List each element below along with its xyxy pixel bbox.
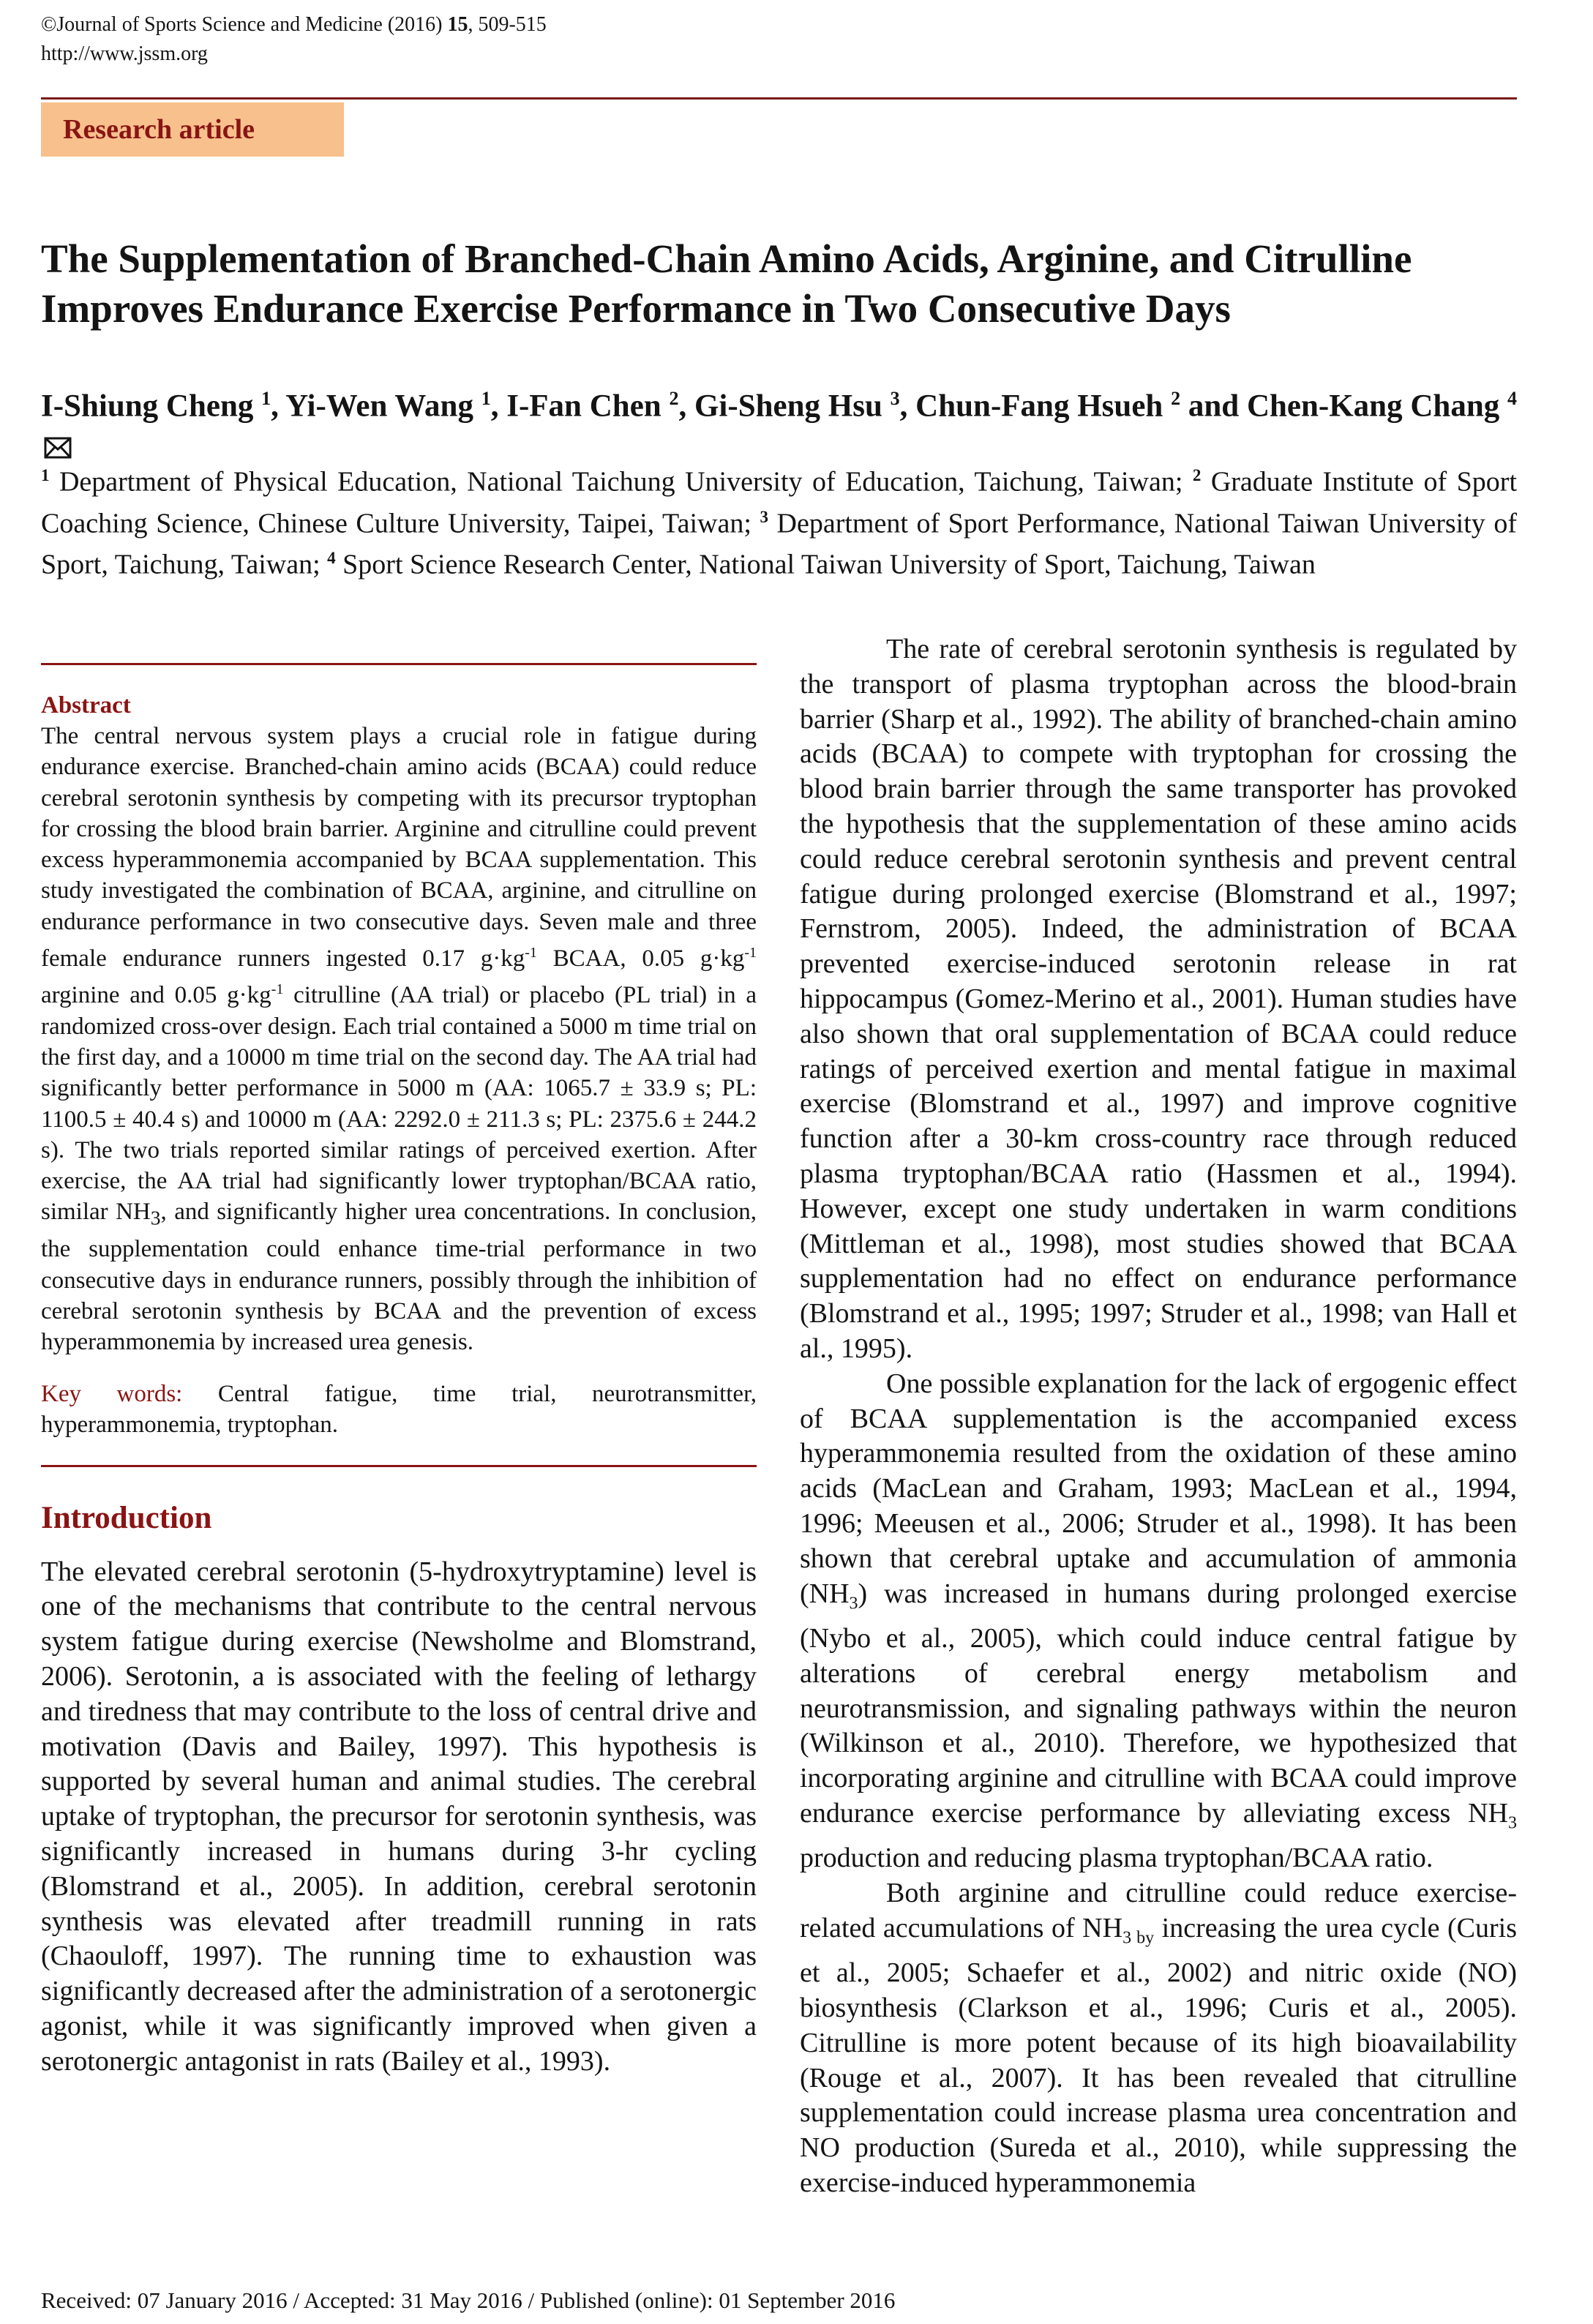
abstract-top-rule bbox=[41, 663, 757, 665]
introduction-paragraph: The elevated cerebral serotonin (5-hydroxytryptamine) level is one of the mechanisms that contribute to the central nervous system fatigue during exercise (Newsholme and Blomstrand, 2006). Serotonin, a is associated with the feeling of lethargy and tiredness that may contribute to the loss of central drive and motivation (Davis and Bailey, 1997). This hypothesis is supported by several human and animal studies. The cerebral uptake of tryptophan, the precursor for serotonin synthesis, was significantly increased in humans during 3-hr cycling (Blomstrand et al., 2005). In addition, cerebral serotonin synthesis was elevated after treadmill running in rats (Chaouloff, 1997). The running time to exhaustion was significantly decreased after the administration of a serotonergic agonist, while it was significantly improved when given a serotonergic antagonist in rats (Bailey et al., 1993). bbox=[41, 1556, 757, 2077]
paper-title: The Supplementation of Branched-Chain Amino Acids, Arginine, and Citrulline Improves Endurance Exercise Performance in Two Consecutive Days bbox=[41, 236, 1412, 331]
affiliations: $^1$ Department of Physical Education, National Taichung University of Education, Taichung, Taiwan; $^2$ Graduate Institute of Sport Coaching Science, Chinese Culture University, Taipei, Taiwan; $^3$ Department of Sport Performance, National Taiwan University of Sport, Taichung, Taiwan; $^4$ Sport Science Research Center, National Taiwan University of Sport, Taichung, Taiwan bbox=[41, 466, 1517, 580]
journal-citation: ©Journal of Sports Science and Medicine (2016) 15, 509-515 bbox=[41, 13, 547, 36]
author-list: I-Shiung Cheng $^1$, Yi-Wen Wang $^1$, I-Fan Chen $^2$, Gi-Sheng Hsu $^3$, Chun-Fang Hsueh $^2$ and Chen-Kang Chang $^4$ bbox=[41, 379, 1517, 465]
body-paragraph-1: The rate of cerebral serotonin synthesis is regulated by the transport of plasma tryptophan across the blood-brain barrier (Sharp et al., 1992). The ability of branched-chain amino acids (BCAA) to compete with tryptophan for crossing the blood brain barrier through the same transporter has provoked the hypothesis that the supplementation of these amino acids could reduce cerebral serotonin synthesis and prevent central fatigue during prolonged exercise (Blomstrand et al., 1997; Fernstrom, 2005). Indeed, the administration of BCAA prevented exercise-induced serotonin release in rat hippocampus (Gomez-Merino et al., 2001). Human studies have also shown that oral supplementation of BCAA could reduce ratings of perceived exertion and mental fatigue in maximal exercise (Blomstrand et al., 1997) and improve cognitive function after a 30-km cross-country race through reduced plasma tryptophan/BCAA ratio (Hassmen et al., 1994). However, except one study undertaken in warm conditions (Mittleman et al., 1998), most studies showed that BCAA supplementation had no effect on endurance performance (Blomstrand et al., 1995; 1997; Struder et al., 1998; van Hall et al., 1995). bbox=[800, 634, 1517, 1364]
envelope-icon[interactable] bbox=[44, 436, 72, 460]
abstract-text: The central nervous system plays a crucial role in fatigue during endurance exercise. Branched-chain amino acids (BCAA) could reduce cerebral serotonin synthesis by competing with its precursor tryptophan for crossing the blood brain barrier. Arginine and citrulline could prevent excess hyperammonemia accompanied by BCAA supplementation. This study investigated the combination of BCAA, arginine, and citrulline on endurance performance in two consecutive days. Seven male and three female endurance runners ingested 0.17 $g\cdot kg^{-1}$ BCAA, 0.05 $g\cdot kg^{-1}$ arginine and 0.05 $g\cdot kg^{-1}$ citrulline (AA trial) or placebo (PL trial) in a randomized cross-over design. Each trial contained a 5000 m time trial on the first day, and a 10000 m time trial on the second day. The AA trial had significantly better performance in 5000 m (AA: 1065.7 ± 33.9 s; PL: 1100.5 ± 40.4 s) and 10000 m (AA: 2292.0 ± 211.3 s; PL: 2375.6 ± 244.2 s). The two trials reported similar ratings of perceived exertion. After exercise, the AA trial had significantly lower tryptophan/BCAA ratio, similar $NH_3$, and significantly higher urea concentrations. In conclusion, the supplementation could enhance time-trial performance in two consecutive days in endurance runners, possibly through the inhibition of cerebral serotonin synthesis by BCAA and the prevention of excess hyperammonemia by increased urea genesis. bbox=[41, 723, 757, 1356]
body-paragraph-3: Both arginine and citrulline could reduce exercise-related accumulations of $NH_{3 by}$ increasing the urea cycle (Curis et al., 2005; Schaefer et al., 2002) and nitric oxide (NO) biosynthesis (Clarkson et al., 1996; Curis et al., 2005). Citrulline is more potent because of its high bioavailability (Rouge et al., 2007). It has been revealed that citrulline supplementation could increase plasma urea concentration and NO production (Sureda et al., 2010), while suppressing the exercise-induced hyperammonemia bbox=[800, 1878, 1518, 2199]
keywords-label: Key words: bbox=[41, 1380, 183, 1407]
header-rule bbox=[41, 97, 1517, 100]
left-column bbox=[41, 663, 757, 2079]
journal-volume: 15 bbox=[447, 13, 468, 36]
journal-header bbox=[41, 10, 547, 69]
publication-dates-footer: Received: 07 January 2016 / Accepted: 31 May 2016 / Published (online): 01 September 2016 bbox=[41, 2287, 896, 2313]
body-paragraph-2: One possible explanation for the lack of ergogenic effect of BCAA supplementation is the accompanied excess hyperammonemia resulted from the oxidation of these amino acids (MacLean and Graham, 1993; MacLean et al., 1994, 1996; Meeusen et al., 2006; Struder et al., 1998). It has been shown that cerebral uptake and accumulation of ammonia $(NH_3)$ was increased in humans during prolonged exercise (Nybo et al., 2005), which could induce central fatigue by alterations of cerebral energy metabolism and neurotransmission, and signaling pathways within the neuron (Wilkinson et al., 2010). Therefore, we hypothesized that incorporating arginine and citrulline with BCAA could improve endurance exercise performance by alleviating excess $NH_3$ production and reducing plasma tryptophan/BCAA ratio. bbox=[800, 1368, 1517, 1874]
abstract-bottom-rule bbox=[41, 1465, 757, 1467]
journal-url[interactable]: http://www.jssm.org bbox=[41, 42, 208, 65]
introduction-heading: Introduction bbox=[41, 1500, 212, 1535]
abstract-heading: Abstract bbox=[41, 692, 131, 719]
article-type-badge: Research article bbox=[41, 102, 344, 157]
keywords: Key words: Central fatigue, time trial, neurotransmitter, hyperammonemia, tryptophan. bbox=[41, 1380, 757, 1438]
right-column bbox=[800, 632, 1517, 2201]
